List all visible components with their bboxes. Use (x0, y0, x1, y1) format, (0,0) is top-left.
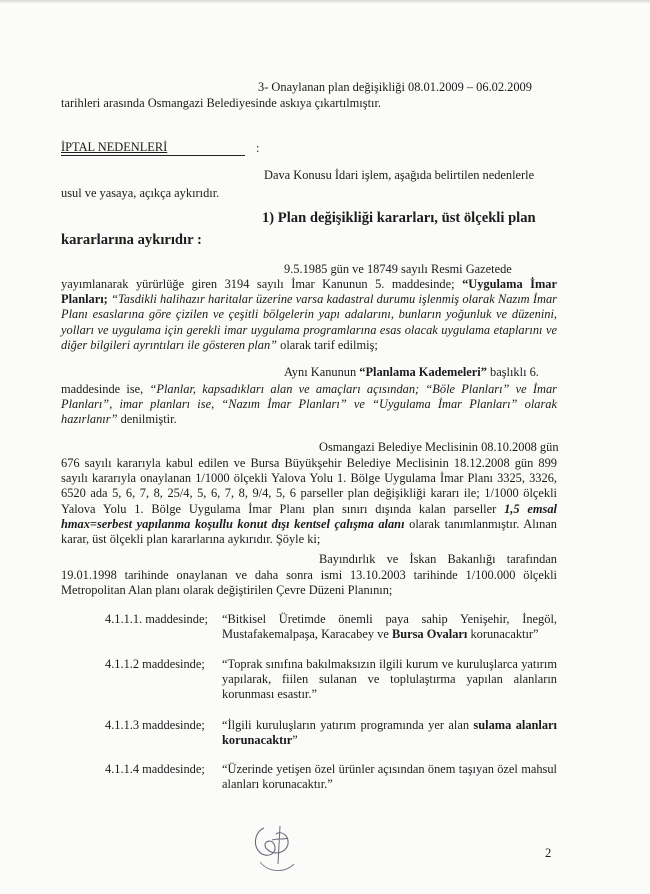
article-tail-3: ” (292, 733, 298, 748)
heading-1-line-1: 1) Plan değişikliği kararları, üst ölçekli plan (262, 210, 536, 226)
article-text (222, 718, 557, 748)
article-tail-1: korunacaktır” (467, 627, 539, 642)
article-text-2: “Toprak sınıfına bakılmaksızın ilgili kurum ve kuruluşlarca yatırım yapılarak, fiilen sulanan ve toplulaştırma yapılan alanların korunması esastır.” (222, 657, 557, 702)
iptal-colon: : (256, 141, 260, 155)
dava-line-2: usul ve yasaya, açıkça aykırıdır. (61, 186, 220, 200)
para-2-italic-quote: “Tasdikli halihazır haritalar üzerine varsa kadastral durumu işlenmiş olarak Nazım İmar Planı esaslarına göre çizilen ve çeşitli bölgelerin yapı adalarını, bunların yoğunluk ve düzenini, yolları ve uygulama için gerekli imar uygulama programlarına esas olacak uygulama etaplarını ve diğer bilgileri ayrıntıları ile gösteren plan” (61, 292, 557, 352)
article-bold-1: Bursa Ovaları (391, 627, 468, 642)
article-text (222, 657, 557, 703)
para-5-body: 19.01.1998 tarihinde onaylanan ve daha sonra ismi 13.10.2003 tarihinde 1/100.000 ölçekli Metropolitan Alan planı olarak değiştirilen Çevre Düzeni Planının; (61, 568, 557, 598)
para-2-tail: olarak tarif edilmiş; (277, 337, 378, 352)
article-text-1: “Bitkisel Üretimde önemli paya sahip Yenişehir, İnegöl, Mustafakemalpaşa, Karacabey ve (222, 612, 557, 642)
para-4-tail: olarak tanımlanmıştır. Alınan karar, üst ölçekli plan kararlarına aykırıdır. Şöyle ki; (61, 516, 557, 547)
article-label: 4.1.1.2 maddesinde; (105, 657, 205, 671)
para-3-tail: denilmiştir. (117, 412, 177, 427)
article-text (222, 762, 557, 792)
article-text-3: “İlgili kuruluşların yatırım programında yer alan (222, 718, 474, 732)
heading-1-line-2: kararlarına aykırıdır : (61, 232, 202, 248)
para-3-lead: Aynı Kanunun (284, 365, 360, 379)
para-3-text: maddesinde ise, (61, 382, 150, 396)
article-text (222, 612, 557, 642)
article-label: 4.1.1.1. maddesinde; (105, 612, 208, 626)
signature-initials-icon (242, 818, 312, 878)
para-4-body (61, 456, 557, 547)
para-2-body (61, 277, 557, 353)
para-3-italic-quote: “Planlar, kapsadıkları alan ve amaçları açısından; “Böle Planları” ve İmar Planları”, imar planları ise, “Nazım İmar Planları” ve “Uygulama İmar Planları” olarak hazırlanır” (61, 382, 557, 427)
para-4-bold-italic: 1,5 emsal hmax=serbest yapılanma koşullu konut dışı kentsel çalışma alanı (61, 501, 557, 531)
article-bold-3: sulama alanları korunacaktır (222, 718, 557, 748)
section-label-iptal (61, 140, 245, 156)
page-number: 2 (545, 846, 552, 860)
para-4-text: 676 sayılı kararıyla kabul edilen ve Bursa Büyükşehir Belediye Meclisinin 18.12.2008 gün 899 sayılı kararıyla onaylanan 1/1000 ölçekli Yalova Yolu 1. Bölge Uygulama İmar Planı 3325, 3326, 6520 ada 5, 6, 7, 8, 25/4, 5, 6, 7, 8, 9/4, 5, 6 parseller plan değişikliği kararı ile; 1/1000 ölçekli Yalova Yolu 1. Bölge Uygulama İmar Planı plan sınırı dışında kalan parseller (61, 456, 557, 516)
para-3-line-1 (284, 365, 539, 380)
dava-line-1: Dava Konusu İdari işlem, aşağıda belirtilen nedenlerle (264, 168, 535, 182)
article-label: 4.1.1.4 maddesinde; (105, 762, 205, 776)
para-1-line-1: 3- Onaylanan plan değişikliği 08.01.2009 – 06.02.2009 (258, 80, 532, 94)
para-2-bold: “Uygulama İmar Planları; (61, 277, 557, 307)
article-label: 4.1.1.3 maddesinde; (105, 718, 205, 732)
scan-edge (0, 0, 650, 3)
para-1-line-2: tarihleri arasında Osmangazi Belediyesinde askıya çıkartılmıştır. (61, 96, 381, 110)
para-2-line-1: 9.5.1985 gün ve 18749 sayılı Resmi Gazetede (284, 262, 512, 276)
para-3-bold: “Planlama Kademeleri” (359, 365, 487, 379)
para-4-line-1: Osmangazi Belediye Meclisinin 08.10.2008 gün (319, 440, 559, 454)
iptal-label: İPTAL NEDENLERİ (61, 140, 168, 154)
para-2-text: yayımlanarak yürürlüğe giren 3194 sayılı İmar Kanunun 5. maddesinde; (61, 277, 463, 291)
para-5-line-1: Bayındırlık ve İskan Bakanlığı tarafından (319, 552, 557, 566)
article-text-4: “Üzerinde yetişen özel ürünler açısından önem taşıyan özel mahsul alanları korunacaktır.” (222, 762, 557, 792)
para-3-lead-tail: başlıklı 6. (486, 365, 539, 379)
para-3-body (61, 382, 557, 428)
